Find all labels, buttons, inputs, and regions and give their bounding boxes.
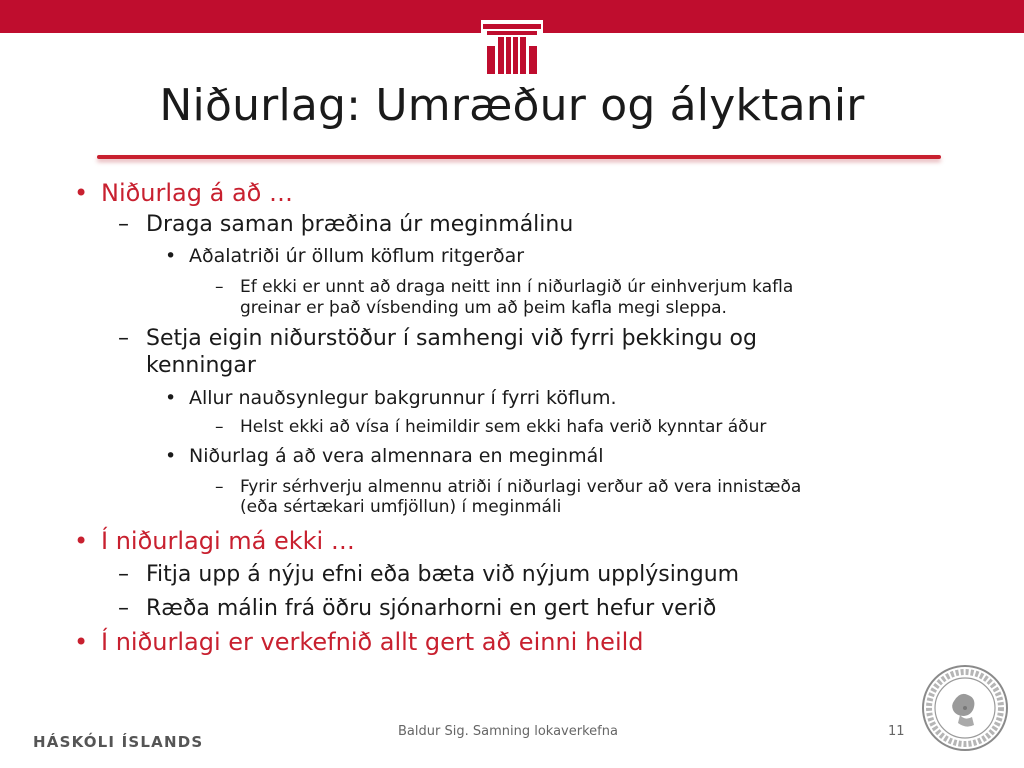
bullet-icon: •: [165, 387, 177, 409]
dash-icon: –: [118, 212, 129, 237]
bullet-icon: •: [74, 527, 89, 555]
bullet-icon: •: [165, 445, 177, 467]
bullet-level2: Ræða málin frá öðru sjónarhorni en gert hefur verið: [146, 596, 717, 621]
bullet-level3: Niðurlag á að vera almennara en meginmál: [189, 445, 604, 467]
bullet-level2: Draga saman þræðina úr meginmálinu: [146, 212, 574, 237]
slide-title: Niðurlag: Umræður og ályktanir: [159, 80, 865, 131]
bullet-level2: Setja eigin niðurstöður í samhengi við fyrri þekkingu og: [146, 326, 757, 351]
dash-icon: –: [118, 562, 129, 587]
bullet-level4-continuation: (eða sértækari umfjöllun) í meginmáli: [240, 497, 562, 517]
bullet-level4: Ef ekki er unnt að draga neitt inn í niðurlagið úr einhverjum kafla: [240, 277, 794, 297]
dash-icon: –: [118, 596, 129, 621]
footer-author-title: Baldur Sig. Samning lokaverkefna: [398, 724, 618, 739]
bullet-level3: Allur nauðsynlegur bakgrunnur í fyrri köflum.: [189, 387, 617, 409]
institution-wordmark: HÁSKÓLI ÍSLANDS: [33, 733, 204, 751]
bullet-icon: •: [165, 245, 177, 267]
bullet-level4: Fyrir sérhverju almennu atriði í niðurlagi verður að vera innistæða: [240, 477, 802, 497]
dash-icon: –: [118, 326, 129, 351]
university-seal-icon: [920, 663, 1010, 753]
bullet-level3: Aðalatriði úr öllum köflum ritgerðar: [189, 245, 525, 267]
dash-icon: –: [215, 417, 224, 437]
bullet-icon: •: [74, 179, 89, 207]
bullet-level1: Niðurlag á að …: [101, 179, 293, 207]
bullet-icon: •: [74, 628, 89, 656]
bullet-level1: Í niðurlagi má ekki …: [101, 527, 355, 555]
bullet-level2: Fitja upp á nýju efni eða bæta við nýjum upplýsingum: [146, 562, 740, 587]
dash-icon: –: [215, 277, 224, 297]
bullet-level2-continuation: kenningar: [146, 353, 256, 378]
dash-icon: –: [215, 477, 224, 497]
slide-number: 11: [888, 724, 905, 739]
bullet-level4-continuation: greinar er það vísbending um að þeim kafla megi sleppa.: [240, 298, 727, 318]
bullet-level4: Helst ekki að vísa í heimildir sem ekki hafa verið kynntar áður: [240, 417, 767, 437]
bullet-level1: Í niðurlagi er verkefnið allt gert að einni heild: [101, 628, 644, 656]
